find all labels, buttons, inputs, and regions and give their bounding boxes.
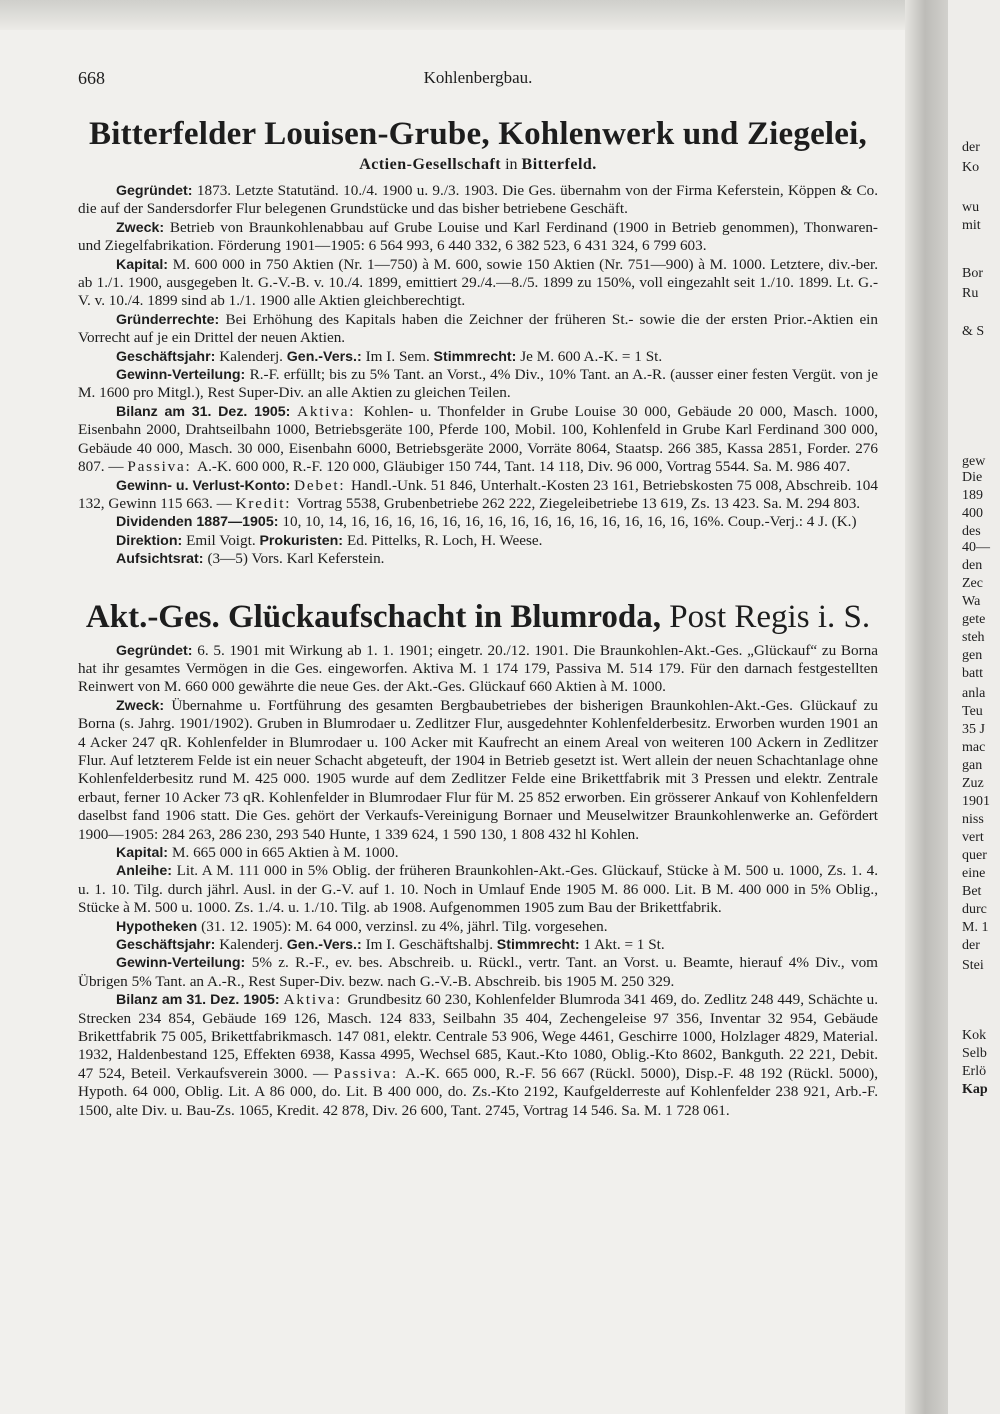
company1-entry <box>78 182 878 569</box>
adjacent-page-fragment: batt <box>962 666 983 681</box>
adjacent-page-fragment: Wa <box>962 594 981 609</box>
entry-paragraph <box>78 182 878 219</box>
field-text: Emil Voigt. <box>186 531 260 549</box>
entry-paragraph <box>78 862 878 917</box>
field-text: Handl.-Unk. 51 846, Unterhalt.-Kosten 23 161, Betriebskosten 75 008, Abschreib. 104 132, Gewinn 115 663. — <box>78 476 878 512</box>
field-text: Bei Erhöhung des Kapitals haben die Zeichner der früheren St.- sowie die der ersten Prior.-Aktien ein Vorrecht auf je ein Drittel der neuen Aktien. <box>78 310 878 347</box>
field-text: A.-K. 665 000, R.-F. 56 667 (Rückl. 5000), Disp.-F. 48 192 (Rückl. 5000), Hypoth. 64 000, Oblig. Lit. A 86 000, do. Lit. B 400 000, do. Zs.-Kto 2192, Kaufgelderreste auf Kohlenfelder 238 921, Arb.-F. 1500, alte Div. u. Bau-Zs. 1065, Kredit. 42 878, Div. 26 600, Tant. 2745, Vortrag 14 546. Sa. M. 1 728 061. <box>78 1064 879 1119</box>
adjacent-page-fragment: Ko <box>962 160 980 175</box>
adjacent-page-fragment: Selb <box>962 1046 987 1061</box>
company1-subtitle <box>78 156 878 174</box>
field-text: Vortrag 5538, Grubenbetriebe 262 222, Ziegeleibetriebe 13 619, Zs. 13 423. Sa. M. 294 803. <box>296 494 861 512</box>
adjacent-page-fragment: Kok <box>962 1028 987 1043</box>
adjacent-page-fragment: 1901 <box>962 794 990 809</box>
adjacent-page-fragment: Stei <box>962 958 984 973</box>
field-text: A.-K. 600 000, R.-F. 120 000, Gläubiger 150 744, Tant. 14 118, Div. 96 000, Vortrag 5544. Sa. M. 986 407. <box>197 458 851 476</box>
adjacent-page-fragment: des <box>962 524 981 539</box>
adjacent-page-fragment: Die <box>962 470 983 485</box>
field-text: R.-F. erfüllt; bis zu 5% Tant. an Vorst., 4% Div., 10% Tant. an A.-R. (ausser einer festen Vergüt. von je M. 1600 pro Mitgl.), Rest Super-Div. an alle Aktien zu gleichen Teilen. <box>78 366 878 402</box>
adjacent-page-fragment: steh <box>962 630 985 645</box>
field-label: Gen.-Vers.: <box>286 348 366 365</box>
company1-subtitle-in: in <box>501 156 522 173</box>
spaced-label: Aktiva: <box>297 402 364 420</box>
field-text: 6. 5. 1901 mit Wirkung ab 1. 1. 1901; eingetr. 20./12. 1901. Die Braunkohlen-Akt.-Ges. „Glückauf“ zu Borna hat ihr gesamtes Vermögen in die Ges. eingeworfen. Aktiva M. 1 174 179, Passiva M. 514 179. Für den darnach festgestellten Reinwert von M. 660 000 gewährte die neue Ges. der Akt.-Ges. Glückauf 660 Aktien à M. 1000. <box>78 641 878 696</box>
field-label: Geschäftsjahr: <box>116 348 220 365</box>
entry-paragraph <box>78 219 878 256</box>
adjacent-page-fragment: anla <box>962 686 986 701</box>
entry-paragraph <box>78 348 878 366</box>
field-label: Gegründet: <box>116 183 197 199</box>
adjacent-page-fragment: Bet <box>962 884 982 899</box>
field-text: Kalenderj. <box>219 347 287 365</box>
field-text: M. 665 000 in 665 Aktien à M. 1000. <box>171 844 399 861</box>
entry-paragraph <box>78 918 878 936</box>
entry-paragraph <box>78 550 878 568</box>
field-label: Dividenden 1887—1905: <box>116 514 283 531</box>
running-head: Kohlenbergbau. <box>423 68 533 87</box>
adjacent-page-fragment: 40— <box>962 540 990 555</box>
entry-paragraph <box>78 256 878 311</box>
spaced-label: Debet: <box>294 476 352 494</box>
adjacent-page-fragment: gen <box>962 648 983 663</box>
field-text: Kohlen- u. Thonfelder in Grube Louise 30 000, Gebäude 20 000, Masch. 1000, Eisenbahn 2000, Drahtseilbahn 1000, Betriebsgeräte 100, Pferde 100, Mobil. 100, Kohlenfeld in Grube Karl Ferdinand 300 000, Gebäude 40 000, Masch. 30 000, Eisenbahn 6000, Betriebsgeräte 2000, Vorräte 8064, Staatsp. 266 385, Kassa 2851, Forder. 276 807. — <box>78 402 878 476</box>
field-text: 10, 10, 14, 16, 16, 16, 16, 16, 16, 16, 16, 16, 16, 16, 16, 16, 16, 16, 16%. Coup.-Verj.: 4 J. (K.) <box>282 513 857 531</box>
field-text: Übernahme u. Fortführung des gesamten Bergbaubetriebes der bisherigen Braunkohlen-Akt.-Ges. Glückauf zu Borna (s. Jahrg. 1901/1902). Gruben in Blumrodaer u. Zedlitzer Flur, ausgedehnter Kohlenfelderbesitz. Erworben wurden 1901 an 4 Acker 247 qR. Kohlenfelder in Blumrodaer u. 100 Acker mit Kaufrecht an einem Areal von weiteren 100 Ackern in Zedlitzer Flur. Auf letzterem Felde ist ein neuer Schacht abgeteuft, der 1904 in Betrieb gesetzt ist. Wert allein der neuen Schachtanlage ohne Kohlenfelderbesitz rund M. 425 000. 1905 wurde auf dem Zedlitzer Felde eine Brikettfabrik mit 3 Pressen und elektr. Zentrale erbaut, ferner 10 Acker 73 qR. Kohlenfelder in Blumrodaer Flur für M. 25 852 erworben. Ein grösserer Ankauf von Kohlenfeldern daselbst fand 1906 statt. Die Ges. gehört der Verkaufs-Vereinigung Bornaer und Meuselwitzer Braunkohlenwerke an. Gefördert 1900—1905: 284 263, 286 230, 293 540 Hunte, 1 339 624, 1 590 130, 1 808 432 hl Kohlen. <box>78 696 878 843</box>
field-label: Geschäftsjahr: <box>116 937 220 954</box>
adjacent-page-fragment: mac <box>962 740 986 755</box>
entry-paragraph <box>78 311 878 348</box>
field-text: Lit. A M. 111 000 in 5% Oblig. der früheren Braunkohlen-Akt.-Ges. Glückauf, Stücke à M. 500 u. 1000, Zs. 1. 4. u. 1. 10. Tilg. durch jährl. Ausl. in der G.-V. auf 1. 10. Noch in Umlauf Ende 1905 M. 86 000. Lit. B M. 400 000 in 5% Oblig., Stücke à M. 500 u. 1000. Zs. 1./4. u. 1./10. Tilg. ab 1908. Aufgenommen 1905 zum Bau der Brikettfabrik. <box>78 862 878 917</box>
adjacent-page-fragment: den <box>962 558 983 573</box>
adjacent-page-fragment: quer <box>962 848 987 863</box>
adjacent-page-fragment: Bor <box>962 266 983 281</box>
adjacent-page-fragment: Teu <box>962 704 983 719</box>
adjacent-page-fragment: der <box>962 938 980 953</box>
entry-paragraph <box>78 366 878 403</box>
adjacent-page-fragment: vert <box>962 830 984 845</box>
field-text: Im I. Sem. <box>365 347 434 365</box>
field-label: Prokuristen: <box>259 532 347 549</box>
field-label: Hypotheken <box>116 918 202 935</box>
page-header <box>78 62 878 92</box>
adjacent-page-fragment: der <box>962 140 980 155</box>
field-label: Gewinn-Verteilung: <box>116 955 252 972</box>
page-number: 668 <box>78 68 105 88</box>
adjacent-page-fragment: mit <box>962 218 981 233</box>
field-label: Stimmrecht: <box>433 348 521 365</box>
entry-paragraph <box>78 844 878 862</box>
field-label: Gegründet: <box>116 642 198 659</box>
field-text: 1 Akt. = 1 St. <box>583 936 665 954</box>
adjacent-page-fragment: Ru <box>962 286 979 301</box>
entry-paragraph <box>78 513 878 531</box>
field-label: Gen.-Vers.: <box>286 937 366 954</box>
adjacent-page-fragment: niss <box>962 812 984 827</box>
page-content <box>78 62 878 1120</box>
field-label: Gründerrechte: <box>116 311 226 328</box>
entry-paragraph <box>78 991 878 1120</box>
field-label: Bilanz am 31. Dez. 1905: <box>116 992 284 1009</box>
adjacent-page-fragment: eine <box>962 866 986 881</box>
adjacent-page-fragment: 400 <box>962 506 983 521</box>
field-text: Kalenderj. <box>219 936 287 954</box>
entry-paragraph <box>78 403 878 477</box>
adjacent-page-fragment: 189 <box>962 488 983 503</box>
field-text: (31. 12. 1905): M. 64 000, verzinsl. zu 4%, jährl. Tilg. vorgesehen. <box>201 917 608 935</box>
field-label: Direktion: <box>116 532 187 549</box>
field-label: Bilanz am 31. Dez. 1905: <box>116 403 298 420</box>
field-text: Ed. Pittelks, R. Loch, H. Weese. <box>346 531 543 549</box>
company1-legal-form: Actien-Gesellschaft <box>359 156 502 173</box>
company2-title-post: Post Regis i. S. <box>661 598 871 635</box>
spaced-label: Aktiva: <box>283 991 348 1009</box>
entry-paragraph <box>78 642 878 697</box>
field-text: 5% z. R.-F., ev. bes. Abschreib. u. Rückl., vertr. Tant. an Vorst. u. Beamte, hierauf 4% Div., vom Übrigen 5% Tant. an A.-R., Rest Super-Div. bezw. nach G.-V.-B. Abschreib. bis 1905 M. 250 329. <box>78 954 878 990</box>
entry-paragraph <box>78 532 878 550</box>
field-text: 1873. Letzte Statutänd. 10./4. 1900 u. 9./3. 1903. Die Ges. übernahm von der Firma Keferstein, Köppen & Co. die auf der Sandersdorfer Flur belegenen Grundstücke und das bisher betriebene Geschäft. <box>78 182 879 218</box>
field-text: M. 600 000 in 750 Aktien (Nr. 1—750) à M. 600, sowie 150 Aktien (Nr. 751—900) à M. 1000. Letztere, div.-ber. ab 1./1. 1900, ausgegeben lt. G.-V.-B. v. 10./4. 1899, emittiert 29./4.—8./5. 1899 zu 150%, voll eingezahlt seit 1./10. 1899. Lt. G.-V. v. 10./4. 1899 sind ab 1./1. 1900 alle Aktien gleichberechtigt. <box>78 255 879 310</box>
field-label: Kapital: <box>116 256 173 273</box>
company2-entry <box>78 642 878 1121</box>
adjacent-page-fragment: & S <box>962 324 985 339</box>
field-label: Zweck: <box>116 219 170 236</box>
adjacent-page-fragment: Erlö <box>962 1064 987 1079</box>
adjacent-page-fragment: gan <box>962 758 983 773</box>
adjacent-page-fragment: Zuz <box>962 776 984 791</box>
field-text: Je M. 600 A.-K. = 1 St. <box>520 347 663 365</box>
company2-title <box>78 599 878 636</box>
company1-title: Bitterfelder Louisen-Grube, Kohlenwerk und Ziegelei, <box>89 116 867 152</box>
adjacent-page-fragment: durc <box>962 902 987 917</box>
entry-paragraph <box>78 936 878 954</box>
adjacent-page-fragment: gete <box>962 612 986 627</box>
company1-seat: Bitterfeld. <box>521 156 597 173</box>
adjacent-page-fragment: Kap <box>962 1082 988 1097</box>
field-label: Aufsichtsrat: <box>116 551 208 568</box>
field-label: Zweck: <box>116 697 172 714</box>
field-text: Im I. Geschäftshalbj. <box>365 936 497 954</box>
entry-paragraph <box>78 954 878 991</box>
field-text: Betrieb von Braunkohlenabbau auf Grube Louise und Karl Ferdinand (1900 in Betrieb genommen), Thonwaren- und Ziegelfabrikation. Förderung 1901—1905: 6 564 993, 6 440 332, 6 382 523, 6 431 324, 6 799 603. <box>78 218 878 255</box>
field-label: Anleihe: <box>116 863 177 880</box>
spaced-label: Passiva: <box>127 458 198 476</box>
field-label: Stimmrecht: <box>496 937 584 954</box>
spaced-label: Passiva: <box>333 1064 406 1082</box>
field-label: Gewinn-Verteilung: <box>116 367 250 384</box>
adjacent-page-fragment: gew <box>962 454 986 469</box>
spaced-label: Kredit: <box>235 494 297 512</box>
scan-top-edge <box>0 0 1000 30</box>
adjacent-page-fragment: wu <box>962 200 980 215</box>
field-text: Grundbesitz 60 230, Kohlenfelder Blumroda 341 469, do. Zedlitz 248 449, Schächte u. Strecken 234 854, Gebäude 169 126, Masch. 124 833, Seilbahn 35 404, Zechengeleise 97 356, Inventar 32 954, Gebäude Brikettfabrik 75 005, Brikettfabrikmasch. 147 081, elektr. Centrale 53 906, Wege 4461, Geschirre 1000, Holzlager 4829, Material. 1932, Haldenbestand 125, Effekten 6938, Kassa 4995, Wechsel 685, Kaut.-Kto 1080, Oblig.-Kto 8602, Bankguth. 22 221, Debit. 47 524, Beteil. Verkaufsverein 3000. — <box>78 991 878 1082</box>
field-label: Kapital: <box>116 845 172 861</box>
adjacent-page-fragment: 35 J <box>962 722 985 737</box>
field-text: (3—5) Vors. Karl Keferstein. <box>207 550 385 568</box>
adjacent-page-fragment: Zec <box>962 576 983 591</box>
company2-title-main: Akt.-Ges. Glückaufschacht in Blumroda, <box>85 598 662 635</box>
entry-paragraph <box>78 697 878 844</box>
adjacent-page-fragment: M. 1 <box>962 920 989 935</box>
field-label: Gewinn- u. Verlust-Konto: <box>116 477 295 494</box>
entry-paragraph <box>78 477 878 514</box>
